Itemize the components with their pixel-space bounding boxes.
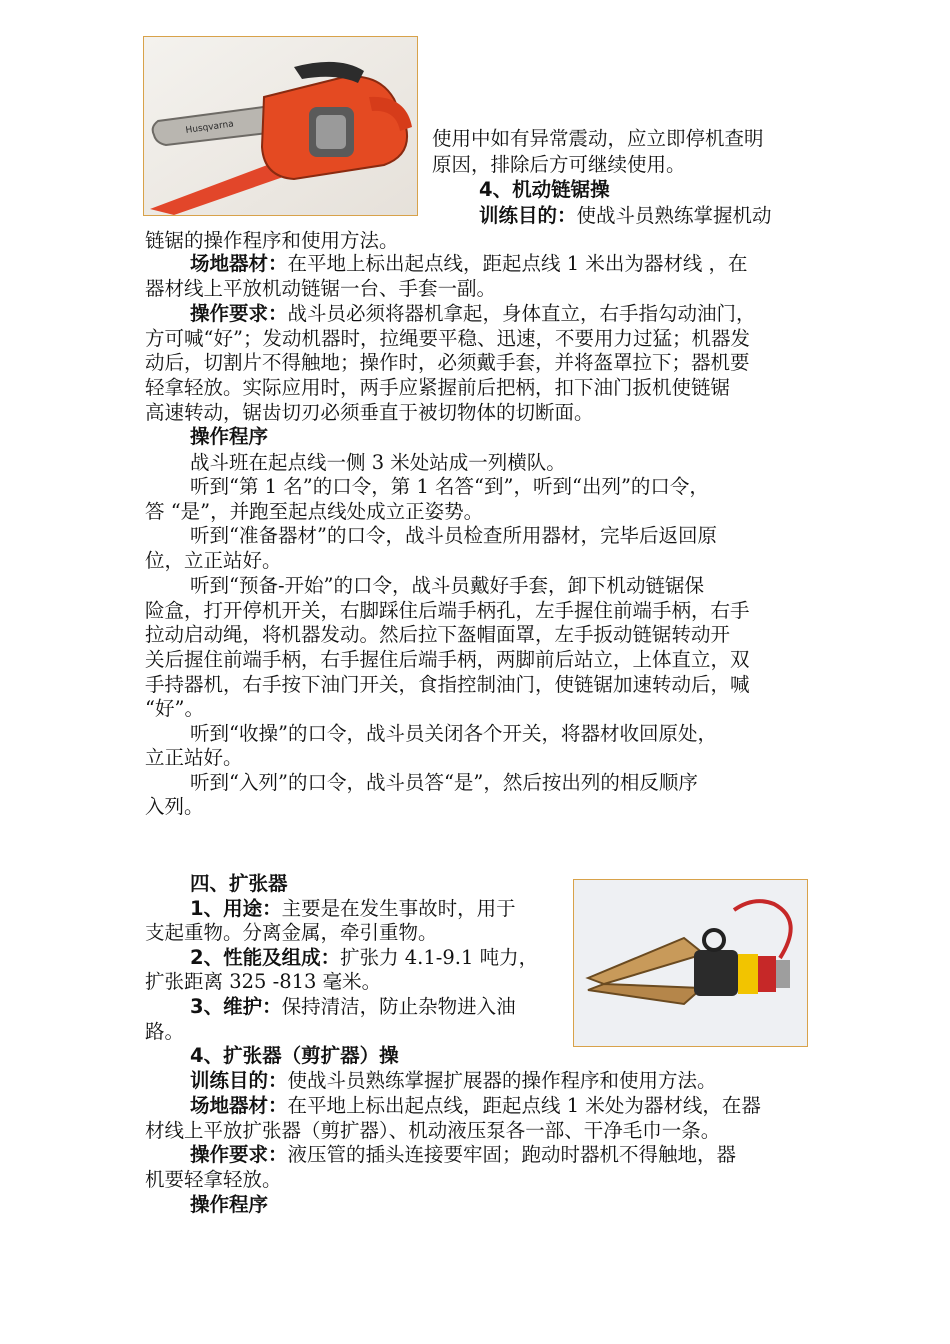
text-span: 使战斗员熟练掌握机动 [576,204,772,227]
text-line: 动后，切割片不得触地；操作时，必须戴手套，并将盔罩拉下；器机要 [145,351,750,374]
text-span: 保持清洁，防止杂物进入油 [281,995,516,1018]
text-line: 险盒，打开停机开关，右脚踩住后端手柄孔，左手握住前端手柄，右手 [145,599,750,622]
text-line: 高速转动，锯齿切刃必须垂直于被切物体的切断面。 [145,401,594,424]
text-line: 拉动启动绳，将机器发动。然后拉下盔帽面罩，左手扳动链锯转动开 [145,623,731,646]
label: 场地器材： [190,1094,288,1117]
subheading: 操作程序 [190,425,269,448]
text-span: 主要是在发生事故时，用于 [281,897,516,920]
text-line: 听到“第 1 名”的口令，第 1 名答“到”，听到“出列”的口令， [190,475,709,498]
label: 场地器材： [190,252,288,275]
section-heading: 四、扩张器 [190,872,288,895]
text-line: 手持器机，右手按下油门开关，食指控制油门，使链锯加速转动后，喊 [145,673,750,696]
text-line: 器材线上平放机动链锯一台、手套一副。 [145,277,497,300]
text-line: 路。 [145,1020,185,1043]
text-line: 听到“准备器材”的口令，战斗员检查所用器材，完毕后返回原 [190,524,717,547]
text-span: 在平地上标出起点线，距起点线 1 米处为器材线，在器 [287,1094,761,1117]
label: 操作要求： [190,302,288,325]
chainsaw-photo [143,36,418,216]
brand-label: Husqvarna [185,119,235,136]
label: 训练目的： [479,204,577,227]
text-line: 战斗班在起点线一侧 3 米处站成一列横队。 [190,451,566,474]
label: 操作要求： [190,1143,288,1166]
text-line [190,945,538,971]
text-line [479,203,772,229]
text-line [190,251,748,277]
text-span: 使战斗员熟练掌握扩展器的操作程序和使用方法。 [287,1069,717,1092]
text-line: 答 “是”，并跑至起点线处成立正姿势。 [145,500,484,523]
text-line [190,1068,717,1094]
text-line: 扩张距离 325 -813 毫米。 [145,970,382,993]
text-span: 战斗员必须将器机拿起，身体直立，右手指勾动油门， [287,302,756,325]
text-span: 液压管的插头连接要牢固；跑动时器机不得触地，器 [287,1143,737,1166]
text-line: 听到“入列”的口令，战斗员答“是”，然后按出列的相反顺序 [190,771,698,794]
text-line: “好”。 [145,697,204,720]
text-line: 听到“预备-开始”的口令，战斗员戴好手套，卸下机动链锯保 [190,574,705,597]
section-heading: 4、扩张器（剪扩器）操 [190,1044,399,1067]
text-span: 扩张力 4.1-9.1 吨力， [340,946,539,969]
text-line: 使用中如有异常震动，应立即停机查明 [432,127,764,150]
text-line: 链锯的操作程序和使用方法。 [145,229,399,252]
text-span: 在平地上标出起点线，距起点线 1 米出为器材线 ，在 [287,252,748,275]
text-line: 原因，排除后方可继续使用。 [432,153,686,176]
text-line [190,994,516,1020]
text-line: 机要轻拿轻放。 [145,1168,282,1191]
text-line: 立正站好。 [145,746,243,769]
label: 3、维护： [190,995,282,1018]
text-line: 方可喊“好”；发动机器时，拉绳要平稳、迅速，不要用力过猛；机器发 [145,327,750,350]
text-line [190,1093,761,1119]
text-line [190,896,516,922]
subheading: 操作程序 [190,1193,269,1216]
text-line: 听到“收操”的口令，战斗员关闭各个开关，将器材收回原处， [190,722,717,745]
text-line: 位，立正站好。 [145,549,282,572]
label: 1、用途： [190,897,282,920]
text-line: 关后握住前端手柄，右手握住后端手柄，两脚前后站立，上体直立，双 [145,648,750,671]
text-line: 材线上平放扩张器（剪扩器）、机动液压泵各一部、干净毛巾一条。 [145,1119,721,1142]
text-line: 轻拿轻放。实际应用时，两手应紧握前后把柄，扣下油门扳机使链锯 [145,376,731,399]
text-line: 支起重物。分离金属，牵引重物。 [145,921,438,944]
text-line [190,1142,736,1168]
text-line: 入列。 [145,795,204,818]
label: 训练目的： [190,1069,288,1092]
text-line [190,301,756,327]
section-heading: 4、机动链锯操 [479,178,610,201]
label: 2、性能及组成： [190,946,341,969]
spreader-photo [573,879,808,1047]
